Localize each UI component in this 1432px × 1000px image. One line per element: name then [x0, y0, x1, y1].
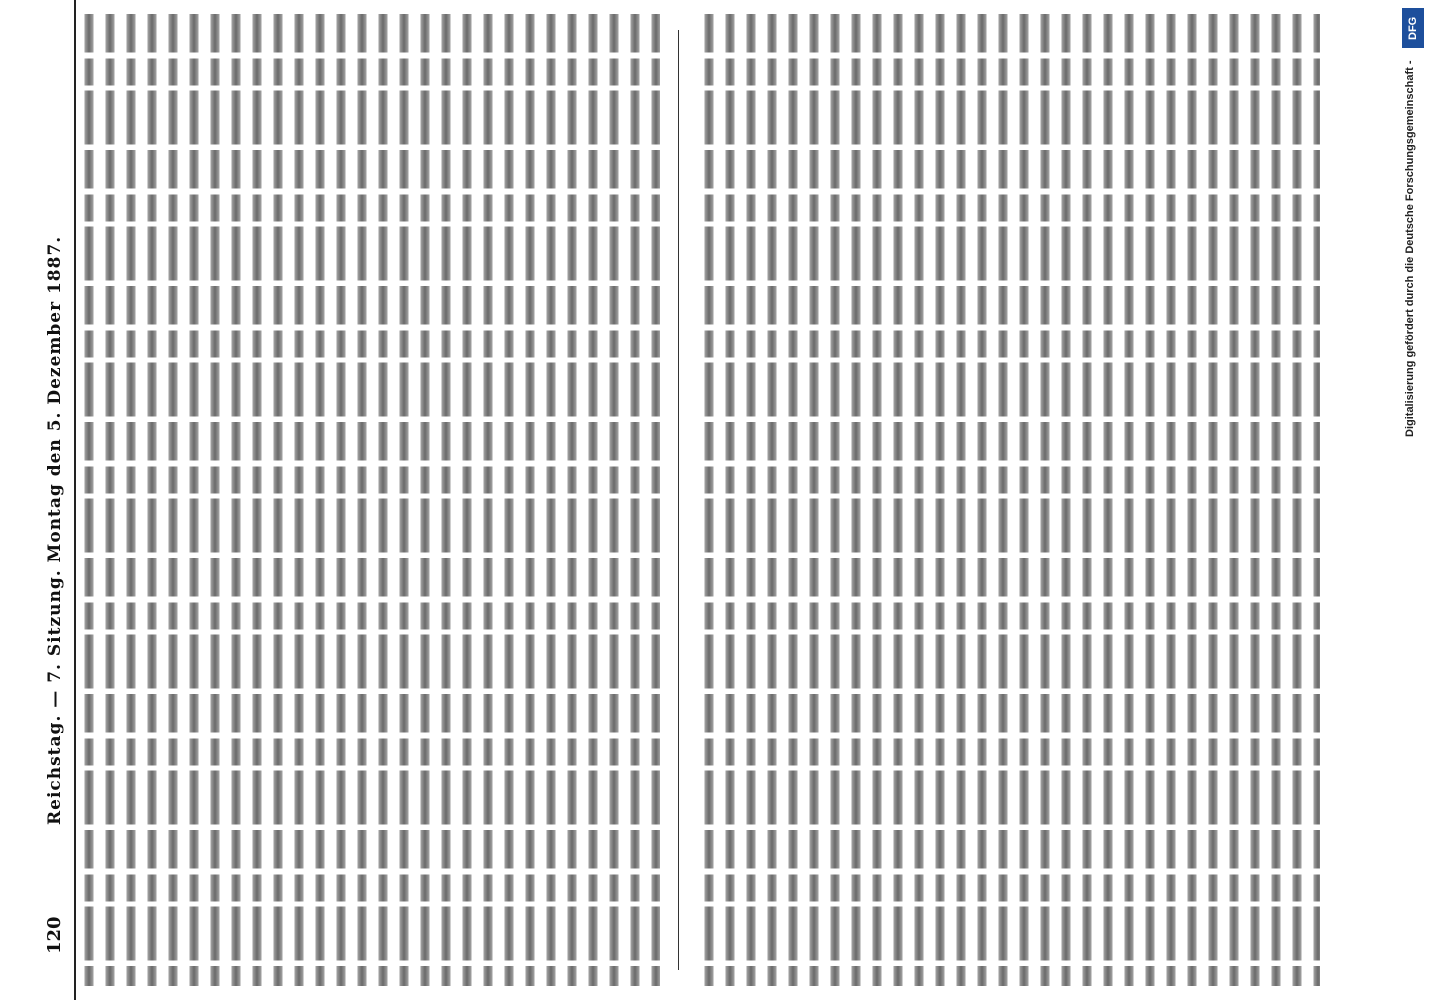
text-column-right-texture — [700, 14, 1320, 986]
digitisation-credit — [1392, 0, 1428, 1000]
dfg-badge: DFG — [1402, 8, 1424, 48]
column-divider — [678, 30, 679, 970]
page-number: 120 — [44, 916, 65, 954]
text-column-right — [700, 14, 1320, 986]
running-head — [34, 0, 76, 1000]
running-head-title: Reichstag. — 7. Sitzung. Montag den 5. Dezember 1887. — [45, 235, 65, 825]
text-column-left-texture — [80, 14, 660, 986]
text-column-left — [80, 14, 660, 986]
credit-text: Digitalisierung gefördert durch die Deutsche Forschungsgemeinschaft - — [1404, 60, 1416, 437]
